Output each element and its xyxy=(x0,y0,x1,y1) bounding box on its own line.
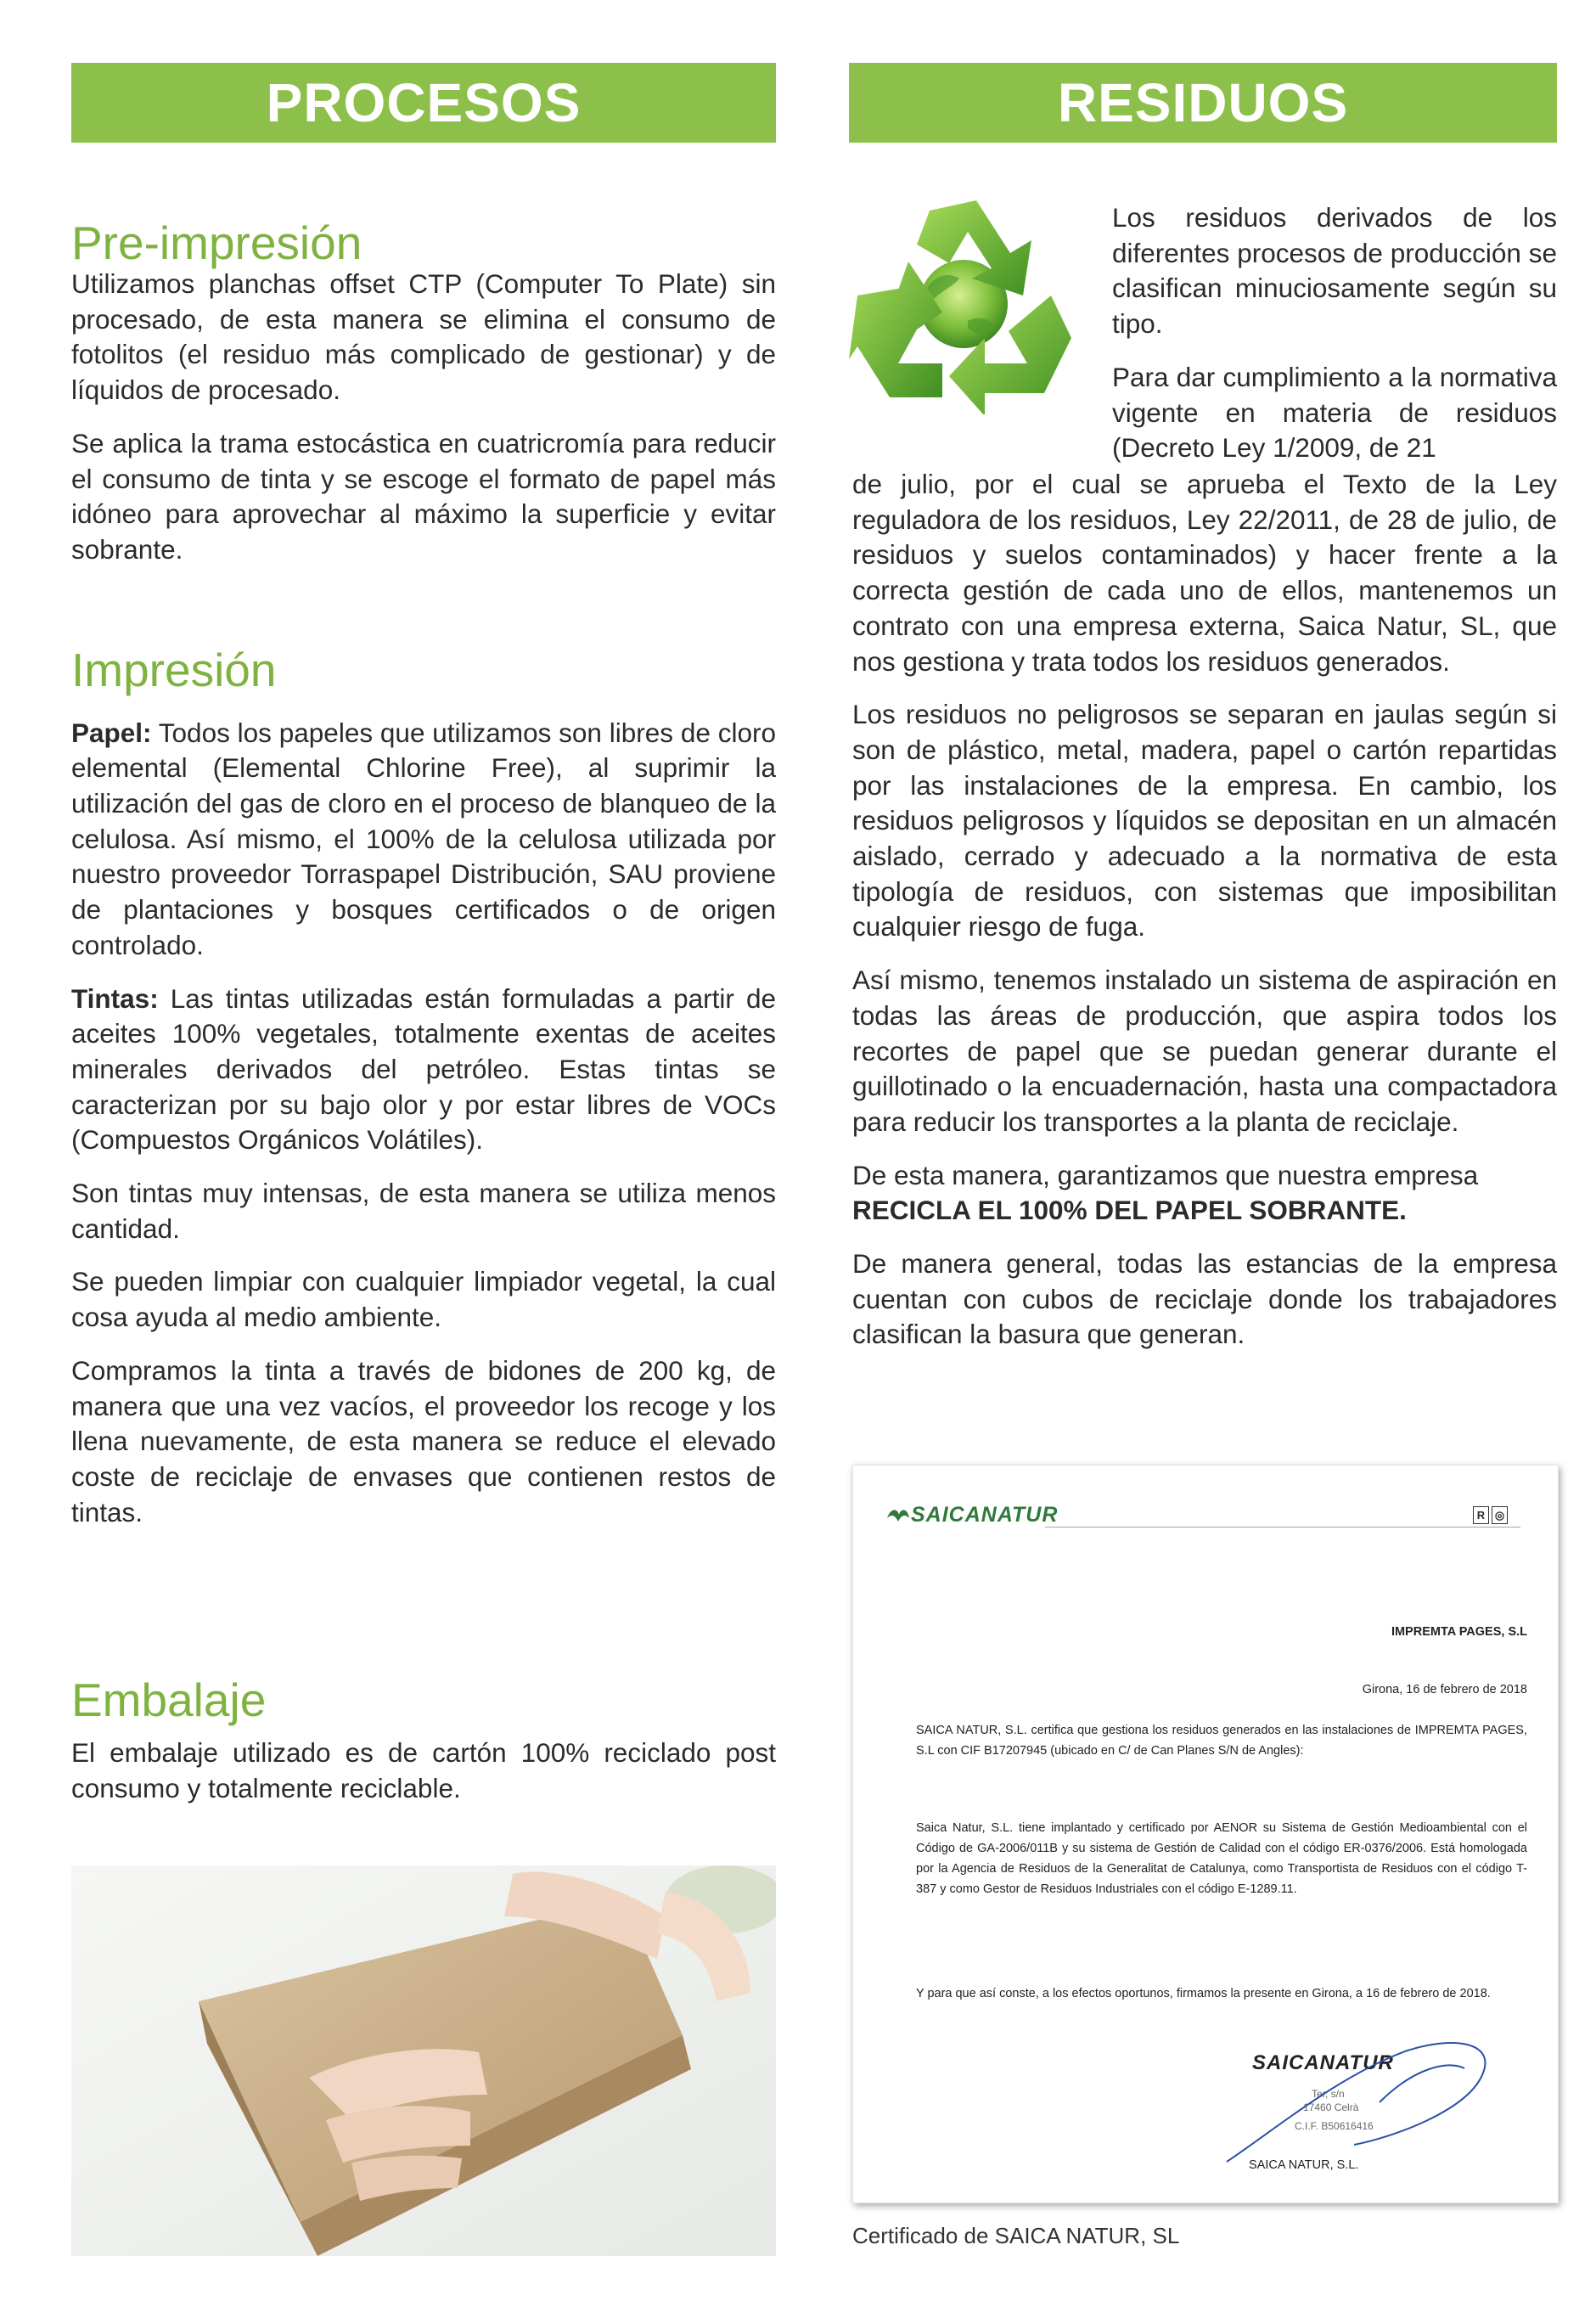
preimpresion-paragraph-2: Se aplica la trama estocástica en cuatricromía para reducir el consumo de tinta y se escoge el formato de papel más idóneo para aprovechar al máximo la superficie y evitar sobrante. xyxy=(71,427,776,565)
cert-paragraph-1: SAICA NATUR, S.L. certifica que gestiona los residuos generados en las instalaciones de IMPREMTA PAGES, S.L con CIF B17207945 (ubicado en C/ de Can Planes S/N de Angles): xyxy=(916,1724,1527,1758)
cert-recipient: IMPREMTA PAGES, S.L xyxy=(1391,1625,1527,1639)
preimpresion-paragraph-1: Utilizamos planchas offset CTP (Computer To Plate) sin procesado, de esta manera se elimina el consumo de fotolitos (el residuo más complicado de gestionar) y de líquidos de procesado. xyxy=(71,268,776,406)
preimpresion-title: Pre-impresión xyxy=(71,217,362,269)
residuos-intro xyxy=(1112,200,1557,466)
residuos-paragraph-3: Los residuos no peligrosos se separan en jaulas según si son de plástico, metal, madera, papel o cartón repartidas por las instalaciones de la empresa. En cambio, los residuos peligrosos y líquidos se depositan en un almacén aislado, cerrado y adecuado a la normativa de esta tipología de residuos, con sistemas que imposibilitan cualquier riesgo de fuga. xyxy=(852,699,1557,942)
box-hands-illustration xyxy=(71,1865,776,2256)
impresion-paragraph-5: Compramos la tinta a través de bidones de 200 kg, de manera que una vez vacíos, el proveedor los recoge y los llena nuevamente, de esta manera se reduce el elevado coste de reciclaje de envases que contienen restos de tintas. xyxy=(71,1354,776,1527)
tintas-paragraph xyxy=(71,982,776,1159)
residuos-paragraph-4: Así mismo, tenemos instalado un sistema de aspiración en todas las áreas de producción, que aspira todos los recortes de papel que se puedan generar durante el guillotinado o la encuadernación, hasta una compactadora para reducir los transportes a la planta de reciclaje. xyxy=(852,965,1557,1137)
cert-date: Girona, 16 de febrero de 2018 xyxy=(1362,1683,1527,1696)
recicla-highlight: RECICLA EL 100% DEL PAPEL SOBRANTE. xyxy=(852,1195,1407,1226)
saicanatur-logo xyxy=(885,1503,1058,1527)
signature-scribble xyxy=(1210,2017,1532,2170)
certificate-document xyxy=(852,1465,1559,2203)
recycle-globe-icon xyxy=(849,194,1078,414)
saica-leaf-icon xyxy=(885,1506,911,1525)
residuos-paragraph-5 xyxy=(852,1158,1557,1229)
impresion-paragraph-3: Son tintas muy intensas, de esta manera se utiliza menos cantidad. xyxy=(71,1178,776,1244)
papel-paragraph xyxy=(71,716,776,964)
stamp-line-3: C.I.F. B50616416 xyxy=(1295,2120,1374,2132)
left-column xyxy=(71,216,776,1548)
papel-label: Papel: xyxy=(71,717,152,748)
residuos-paragraph-2a: Para dar cumplimiento a la normativa vigente en materia de residuos (Decreto Ley 1/2009, de 21 xyxy=(1112,361,1557,464)
cert-paragraph-3: Y para que así conste, a los efectos oportunos, firmamos la presente en Girona, a 16 de febrero de 2018. xyxy=(916,1987,1491,2000)
cert-paragraph-2: Saica Natur, S.L. tiene implantado y certificado por AENOR su Sistema de Gestión Medioambiental con el Código de GA-2006/011B y su sistema de Gestión de Calidad con el código ER-0376/2006. Está homologada por la Agencia de Residuos de la Generalitat de Catalunya, como Transportista de Residuos con el código T-387 y como Gestor de Residuos Industriales con el código E-1289.11. xyxy=(916,1821,1527,1896)
certificate-caption: Certificado de SAICA NATUR, SL xyxy=(852,2223,1180,2248)
residuos-paragraph-1: Los residuos derivados de los diferentes procesos de producción se clasifican minuciosamente según su tipo. xyxy=(1112,202,1557,340)
impresion-title: Impresión xyxy=(71,643,277,696)
residuos-paragraph-2b: de julio, por el cual se aprueba el Texto de la Ley reguladora de los residuos, Ley 22/2011, de 28 de julio, de residuos y suelos contaminados) y hacer frente a la correcta gestión de cada uno de ellos, mantenemos un contrato con una empresa externa, Saica Natur, SL, que nos gestiona y trata todos los residuos generados. xyxy=(852,469,1557,677)
tintas-text: Las tintas utilizadas están formuladas a partir de aceites 100% vegetales, totalmente exentas de aceites minerales derivados del petróleo. Estas tintas se caracterizan por su bajo olor y por estar libres de VOCs (Compuestos Orgánicos Volátiles). xyxy=(71,982,776,1156)
stamp-line-1: Ter, s/n xyxy=(1312,2088,1345,2100)
tintas-label: Tintas: xyxy=(71,982,159,1014)
packaging-photo xyxy=(71,1865,776,2256)
residuos-p5-text: De esta manera, garantizamos que nuestra empresa xyxy=(852,1159,1479,1190)
stamp-line-2: 17460 Celrà xyxy=(1303,2101,1359,2113)
iqnet-badge-icon: ◎ xyxy=(1492,1506,1508,1524)
papel-text: Todos los papeles que utilizamos son libres de cloro elemental (Elemental Chlorine Free), al suprimir la utilización del gas de cloro en el proceso de blanqueo de la celulosa. Así mismo, el 100% de la celulosa utilizada por nuestro proveedor Torraspapel Distribución, SAU proviene de plantaciones y bosques certificados o de origen controlado. xyxy=(71,717,776,960)
impresion-paragraph-4: Se pueden limpiar con cualquier limpiador vegetal, la cual cosa ayuda al medio ambiente. xyxy=(71,1266,776,1333)
stamp-logo: SAICANATUR xyxy=(1252,2051,1394,2074)
certification-badges xyxy=(1473,1506,1508,1524)
cert-signatory: SAICA NATUR, S.L. xyxy=(1249,2158,1359,2172)
residuos-body xyxy=(852,467,1557,1370)
residuos-banner: RESIDUOS xyxy=(849,63,1557,143)
embalaje-section xyxy=(71,1673,776,1824)
procesos-banner: PROCESOS xyxy=(71,63,776,143)
embalaje-paragraph: El embalaje utilizado es de cartón 100% reciclado post consumo y totalmente reciclable. xyxy=(71,1737,776,1803)
cert-logo-text: SAICANATUR xyxy=(911,1503,1059,1527)
r-badge-icon: R xyxy=(1473,1506,1489,1524)
residuos-paragraph-6: De manera general, todas las estancias de la empresa cuentan con cubos de reciclaje donde los trabajadores clasifican la basura que generan. xyxy=(852,1248,1557,1350)
embalaje-title: Embalaje xyxy=(71,1674,267,1726)
